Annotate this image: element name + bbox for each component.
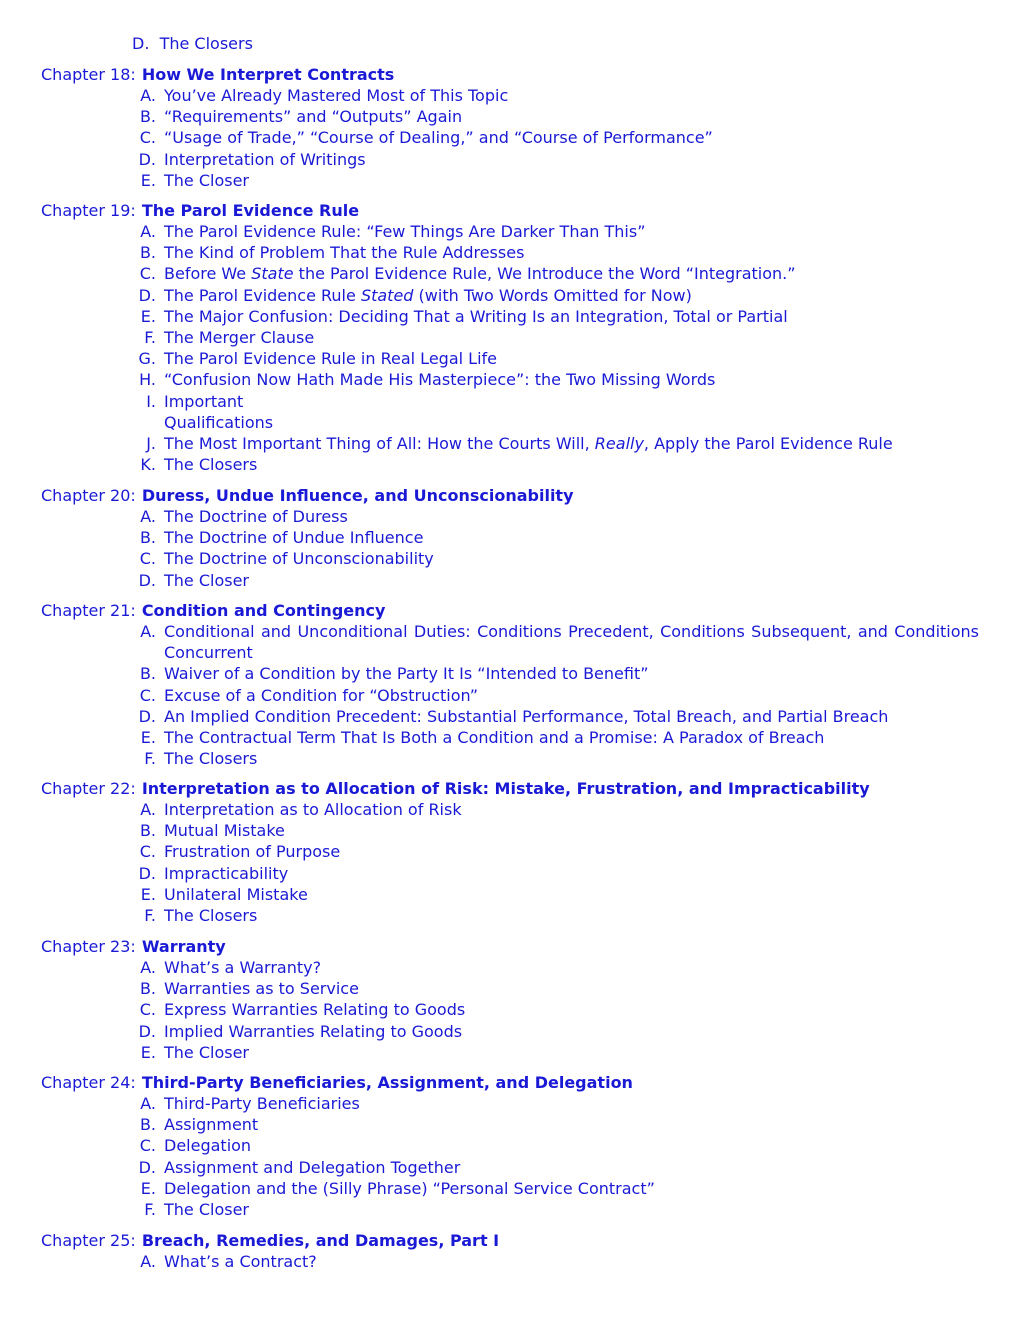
item-letter: A. (140, 1252, 156, 1271)
toc-item[interactable] (132, 905, 979, 926)
item-letter: B. (139, 107, 156, 127)
item-letter: A. (140, 222, 156, 241)
item-letter: C. (139, 1136, 156, 1156)
chapter-title: The Parol Evidence Rule (141, 201, 360, 220)
item-letter: B. (139, 528, 156, 548)
item-letter: F. (144, 328, 156, 348)
item-text: Assignment and Delegation Together (164, 1157, 461, 1177)
chapter-block (41, 1230, 991, 1272)
toc-item[interactable] (132, 1093, 979, 1114)
toc-item[interactable] (132, 106, 979, 127)
item-text: The Closers (164, 455, 258, 475)
item-letter: D. (138, 706, 156, 726)
chapter-title: Duress, Undue Influence, and Unconscionability (141, 486, 574, 505)
item-letter: E. (140, 728, 156, 748)
chapter-heading[interactable] (41, 600, 991, 621)
toc-item[interactable] (132, 149, 979, 170)
chapter-block (41, 778, 991, 926)
item-letter: C. (139, 264, 156, 284)
item-letter: A. (140, 622, 156, 641)
section-list (132, 1093, 979, 1220)
toc-item[interactable] (132, 570, 979, 591)
chapter-block (41, 600, 991, 769)
item-text: Interpretation as to Allocation of Risk (164, 800, 462, 819)
item-letter: F. (144, 749, 156, 769)
chapter-block (41, 200, 991, 475)
item-text: The Major Confusion: Deciding That a Writing Is an Integration, Total or Partial (164, 306, 788, 326)
item-text-part: The Parol Evidence Rule (164, 285, 361, 305)
item-text: What’s a Contract? (164, 1252, 317, 1271)
item-text: Third-Party Beneficiaries (164, 1094, 360, 1113)
item-letter: E. (140, 884, 156, 904)
chapter-number: Chapter 24: (41, 1073, 136, 1092)
item-letter: A. (140, 958, 156, 977)
item-letter: D. (138, 570, 156, 590)
item-text: The Kind of Problem That the Rule Addresses (164, 243, 525, 263)
item-letter: A. (140, 507, 156, 526)
chapter-heading[interactable] (41, 485, 991, 506)
chapter-title: Breach, Remedies, and Damages, Part I (141, 1231, 500, 1250)
item-text: The Doctrine of Duress (164, 507, 348, 526)
item-letter: K. (140, 455, 156, 475)
item-text: Waiver of a Condition by the Party It Is “Intended to Benefit” (164, 664, 649, 684)
toc-item[interactable] (132, 127, 979, 148)
section-list (132, 621, 979, 769)
section-list (132, 221, 979, 475)
toc-item[interactable] (132, 1042, 979, 1063)
item-text-part: Before We (164, 264, 252, 284)
item-letter: C. (139, 1000, 156, 1020)
chapter-number: Chapter 22: (41, 779, 136, 798)
item-letter: C. (139, 685, 156, 705)
toc-item[interactable] (132, 348, 979, 369)
item-letter: A. (140, 1094, 156, 1113)
chapter-block (41, 64, 991, 191)
item-text: Interpretation of Writings (164, 149, 366, 169)
item-text: The Closer (164, 570, 250, 590)
toc-item[interactable] (132, 306, 979, 327)
toc-item[interactable] (132, 820, 979, 841)
toc-item[interactable] (132, 170, 979, 191)
item-letter: B. (139, 1115, 156, 1135)
toc-item[interactable] (132, 506, 979, 527)
toc-item[interactable] (132, 799, 979, 820)
toc-item[interactable] (132, 242, 979, 263)
toc-item[interactable] (132, 221, 979, 242)
chapter-title: Warranty (141, 937, 226, 956)
item-text: Warranties as to Service (164, 979, 359, 999)
item-letter: D. (138, 285, 156, 305)
item-text-part: the Parol Evidence Rule, We Introduce the Word “Integration.” (293, 264, 796, 284)
toc-item[interactable] (132, 1135, 979, 1156)
item-text: Frustration of Purpose (164, 842, 341, 862)
item-text-emphasis: State (251, 264, 294, 284)
toc-item[interactable] (132, 327, 979, 348)
item-letter: G. (138, 349, 156, 369)
chapter-title: Condition and Contingency (141, 601, 386, 620)
section-list (132, 957, 979, 1063)
toc-item[interactable] (132, 978, 979, 999)
item-letter: D. (138, 1157, 156, 1177)
item-letter: A. (140, 800, 156, 819)
section-list (132, 506, 979, 591)
toc-item[interactable] (132, 706, 979, 727)
toc-item[interactable] (132, 999, 979, 1020)
item-text (156, 263, 979, 284)
item-letter: F. (144, 906, 156, 926)
chapter-heading[interactable] (41, 200, 991, 221)
toc-item[interactable] (132, 33, 253, 54)
toc-item[interactable] (132, 727, 979, 748)
item-letter: A. (140, 86, 156, 105)
item-text: The Closers (164, 906, 258, 926)
chapter-number: Chapter 19: (41, 201, 136, 220)
toc-item[interactable] (132, 841, 979, 862)
item-letter: E. (140, 170, 156, 190)
item-text-emphasis: Really (594, 434, 644, 454)
item-text (156, 433, 979, 454)
chapter-heading[interactable] (41, 1072, 991, 1093)
item-text (156, 285, 979, 306)
item-text: The Doctrine of Unconscionability (164, 549, 434, 569)
item-text: The Closers (159, 34, 253, 53)
item-text: Unilateral Mistake (164, 884, 308, 904)
item-text-part: The Most Important Thing of All: How the Courts Will, (164, 434, 595, 454)
item-text: The Closer (164, 1042, 250, 1062)
toc-item[interactable] (132, 454, 979, 475)
toc-item[interactable] (132, 663, 979, 684)
item-letter: D. (138, 149, 156, 169)
chapter-title: How We Interpret Contracts (141, 65, 395, 84)
toc-item[interactable] (132, 1178, 979, 1199)
item-letter: C. (139, 549, 156, 569)
item-text: The Merger Clause (164, 328, 315, 348)
item-text: You’ve Already Mastered Most of This Topic (164, 86, 509, 105)
item-text: Mutual Mistake (164, 821, 285, 841)
item-letter: B. (139, 243, 156, 263)
toc-item[interactable] (132, 1251, 979, 1272)
item-text: The Closer (164, 170, 250, 190)
chapter-heading[interactable] (41, 1230, 991, 1251)
item-text-emphasis: Stated (360, 285, 414, 305)
item-text: The Closers (164, 749, 258, 769)
chapter-block (41, 485, 991, 591)
chapter-block (41, 1072, 991, 1220)
section-list (132, 799, 979, 926)
chapter-heading[interactable] (41, 778, 991, 799)
toc-item[interactable] (132, 748, 979, 769)
item-text: Important Qualifications (164, 391, 274, 432)
toc-item[interactable] (132, 621, 979, 663)
item-text: The Parol Evidence Rule: “Few Things Are Darker Than This” (164, 222, 646, 241)
toc-item[interactable] (132, 685, 979, 706)
toc-item[interactable] (132, 863, 979, 884)
toc-item[interactable] (132, 285, 979, 306)
item-letter: H. (139, 370, 156, 390)
chapter-title: Interpretation as to Allocation of Risk: Mistake, Frustration, and Impracticability (141, 779, 870, 798)
item-text: Delegation and the (Silly Phrase) “Personal Service Contract” (164, 1178, 655, 1198)
item-text: “Usage of Trade,” “Course of Dealing,” and “Course of Performance” (164, 128, 713, 148)
toc-item[interactable] (132, 391, 979, 433)
item-text: Express Warranties Relating to Goods (164, 1000, 466, 1020)
toc-item[interactable] (132, 1021, 979, 1042)
item-text: Delegation (164, 1136, 252, 1156)
item-letter: C. (139, 842, 156, 862)
item-letter: D. (138, 863, 156, 883)
item-text: The Doctrine of Undue Influence (164, 528, 424, 548)
item-letter: E. (140, 1178, 156, 1198)
chapter-number: Chapter 21: (41, 601, 136, 620)
chapter-number: Chapter 20: (41, 486, 136, 505)
item-letter: I. (146, 391, 156, 411)
item-letter: C. (139, 128, 156, 148)
chapter-number: Chapter 23: (41, 937, 136, 956)
item-text: Impracticability (164, 863, 289, 883)
item-text: Excuse of a Condition for “Obstruction” (164, 685, 479, 705)
item-letter: B. (139, 664, 156, 684)
item-text: Implied Warranties Relating to Goods (164, 1021, 463, 1041)
item-letter: J. (146, 434, 156, 454)
item-text: The Closer (164, 1200, 250, 1220)
item-text: The Contractual Term That Is Both a Condition and a Promise: A Paradox of Breach (164, 728, 825, 748)
toc-item[interactable] (132, 957, 979, 978)
item-text: An Implied Condition Precedent: Substantial Performance, Total Breach, and Partial Breach (164, 706, 889, 726)
toc-item[interactable] (132, 1114, 979, 1135)
item-letter: B. (139, 979, 156, 999)
toc-item[interactable] (132, 548, 979, 569)
item-text-part: , Apply the Parol Evidence Rule (643, 434, 893, 454)
toc-item[interactable] (132, 1199, 979, 1220)
chapter-heading[interactable] (41, 936, 991, 957)
item-text: The Parol Evidence Rule in Real Legal Life (164, 349, 497, 369)
item-text: What’s a Warranty? (164, 958, 322, 977)
item-text: “Requirements” and “Outputs” Again (164, 107, 463, 127)
item-letter: D. (132, 34, 150, 53)
toc-item[interactable] (132, 1157, 979, 1178)
chapter-title: Third-Party Beneficiaries, Assignment, and Delegation (141, 1073, 633, 1092)
toc-item[interactable] (132, 884, 979, 905)
item-letter: E. (140, 306, 156, 326)
item-text: “Confusion Now Hath Made His Masterpiece”: the Two Missing Words (164, 370, 716, 390)
item-letter: F. (144, 1200, 156, 1220)
item-letter: D. (138, 1021, 156, 1041)
toc-item[interactable] (132, 527, 979, 548)
item-text: Assignment (164, 1115, 259, 1135)
toc-item[interactable] (132, 85, 979, 106)
toc-item[interactable] (132, 369, 979, 390)
chapter-block (41, 936, 991, 1063)
item-letter: E. (140, 1042, 156, 1062)
toc-item[interactable] (132, 263, 979, 284)
item-text: Conditional and Unconditional Duties: Conditions Precedent, Conditions Subsequent, and Conditions Concurrent (164, 622, 979, 663)
section-list (132, 85, 979, 191)
chapter-number: Chapter 18: (41, 65, 136, 84)
item-text-part: (with Two Words Omitted for Now) (413, 285, 692, 305)
toc-item[interactable] (132, 433, 979, 454)
chapter-heading[interactable] (41, 64, 991, 85)
chapter-number: Chapter 25: (41, 1231, 136, 1250)
item-letter: B. (139, 821, 156, 841)
section-list (132, 1251, 979, 1272)
